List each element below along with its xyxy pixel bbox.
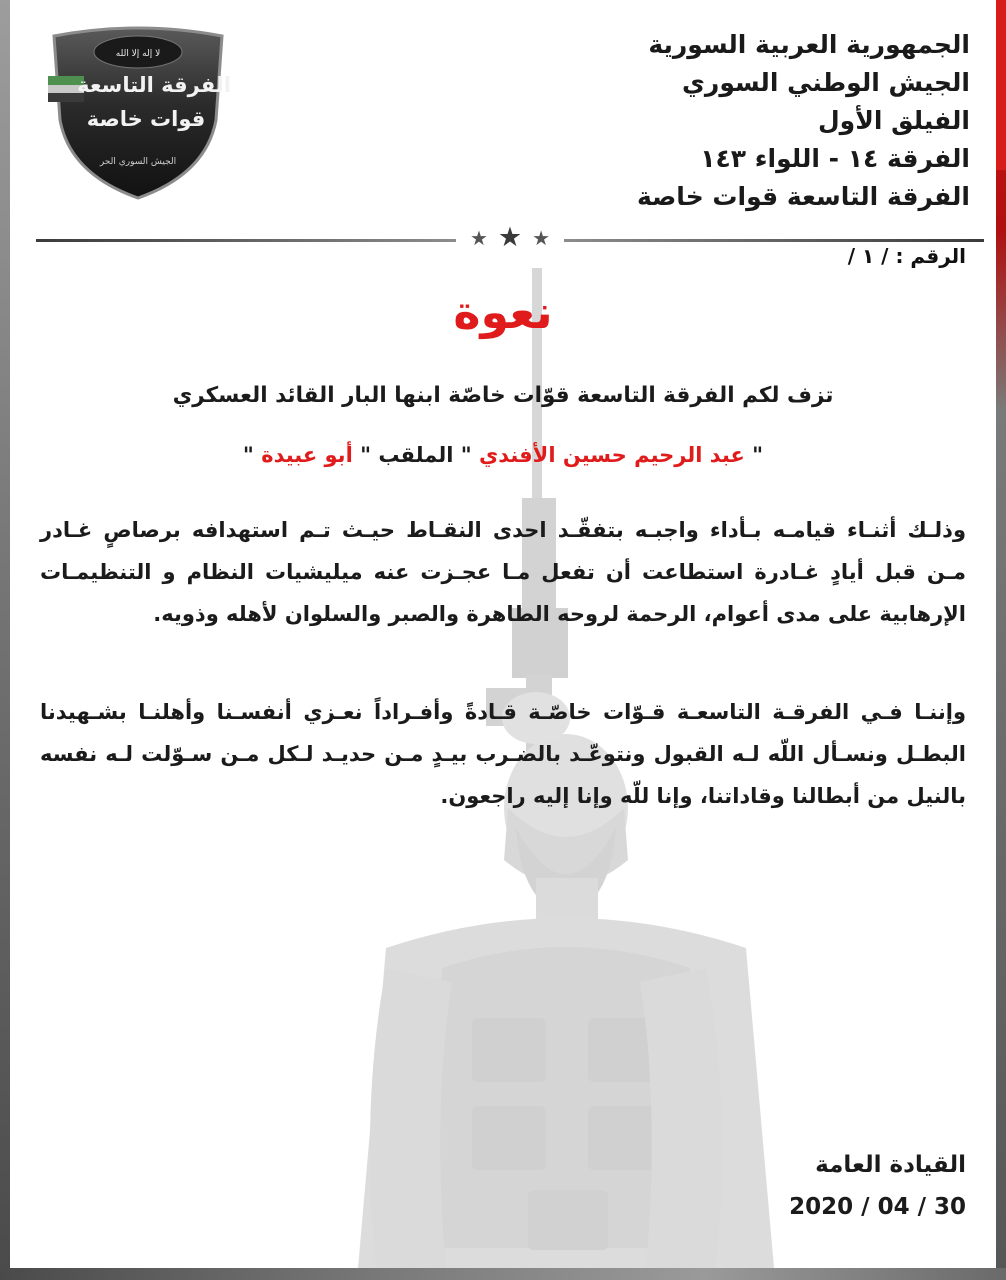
header-line-5: الفرقة التاسعة قوات خاصة: [636, 182, 970, 211]
header-line-2: الجيش الوطني السوري: [682, 68, 970, 97]
header-line-4: الفرقة ١٤ - اللواء ١٤٣: [700, 144, 970, 173]
deceased-name: عبد الرحيم حسين الأفندي: [478, 442, 745, 467]
star-divider: [36, 222, 984, 253]
right-edge-red-segment: [996, 0, 1006, 170]
star-icon: ★: [497, 222, 523, 253]
paragraph-two: وإننـا فـي الفرقـة التاسعـة قـوّات خاصّـة قـادةً وأفـراداً نعـزي أنفسـنا وأهلنـا بشـهيدنا البطـل ونسـأل اللّه لـه القبول ونتوعّـد بالضـرب بيـدٍ مـن حديـد لـكل مـن سـوّلت لـه نفسه بالنيل من أبطالنا وقاداتنا، وإنا للّه وإنا إليه راجعون.: [40, 699, 966, 808]
divider-line-left: [36, 239, 456, 242]
paragraph-one: وذلـك أثنـاء قيامـه بـأداء واجبـه بتفقّـد احدى النقـاط حيـث تـم استهدافه برصاصٍ غـادر مـن قبل أيادٍ غـادرة استطاعت أن تفعل مـا عجـزت عنه ميليشيات النظام و التنظيمـات الإرهابية على مدى أعوام، الرحمة لروحه الطاهرة والصبر والسلوان لأهله وذويه.: [40, 517, 966, 626]
header-titles: [637, 26, 970, 216]
name-quote-open: ": [744, 442, 764, 467]
svg-text:الفرقة التاسعة: الفرقة التاسعة: [77, 73, 231, 97]
document-footer: [789, 1152, 966, 1220]
star-icon: ★: [469, 226, 488, 250]
lead-paragraph: تزف لكم الفرقة التاسعة قوّات خاصّة ابنها البار القائد العسكري: [172, 383, 834, 408]
svg-text:لا إله إلا الله: لا إله إلا الله: [115, 49, 161, 59]
bottom-edge-bar: [0, 1268, 1006, 1280]
document-header: [16, 18, 990, 211]
signature-command: القيادة العامة: [815, 1152, 966, 1178]
page-title: نعوة: [453, 285, 553, 339]
reference-number: الرقم : / ١ /: [847, 244, 966, 268]
name-quote-close: ": [242, 442, 262, 467]
name-separator: " الملقب ": [352, 442, 479, 467]
deceased-nickname: أبو عبيدة: [261, 442, 353, 467]
left-edge-bar: [0, 0, 10, 1280]
header-line-1: الجمهورية العربية السورية: [648, 30, 970, 59]
document-date: 2020 / 04 / 30: [789, 1194, 966, 1220]
star-icon: ★: [532, 226, 551, 250]
svg-text:الجيش السوري الحر: الجيش السوري الحر: [99, 157, 177, 167]
right-edge-bar: [996, 0, 1006, 1280]
unit-emblem-logo: [28, 18, 248, 203]
divider-line-right: [564, 239, 984, 242]
deceased-name-line: [40, 443, 966, 467]
header-line-3: الفيلق الأول: [817, 106, 970, 135]
svg-text:قوات خاصة: قوات خاصة: [86, 107, 206, 131]
document-body: [40, 378, 966, 817]
divider-stars: [469, 222, 551, 253]
